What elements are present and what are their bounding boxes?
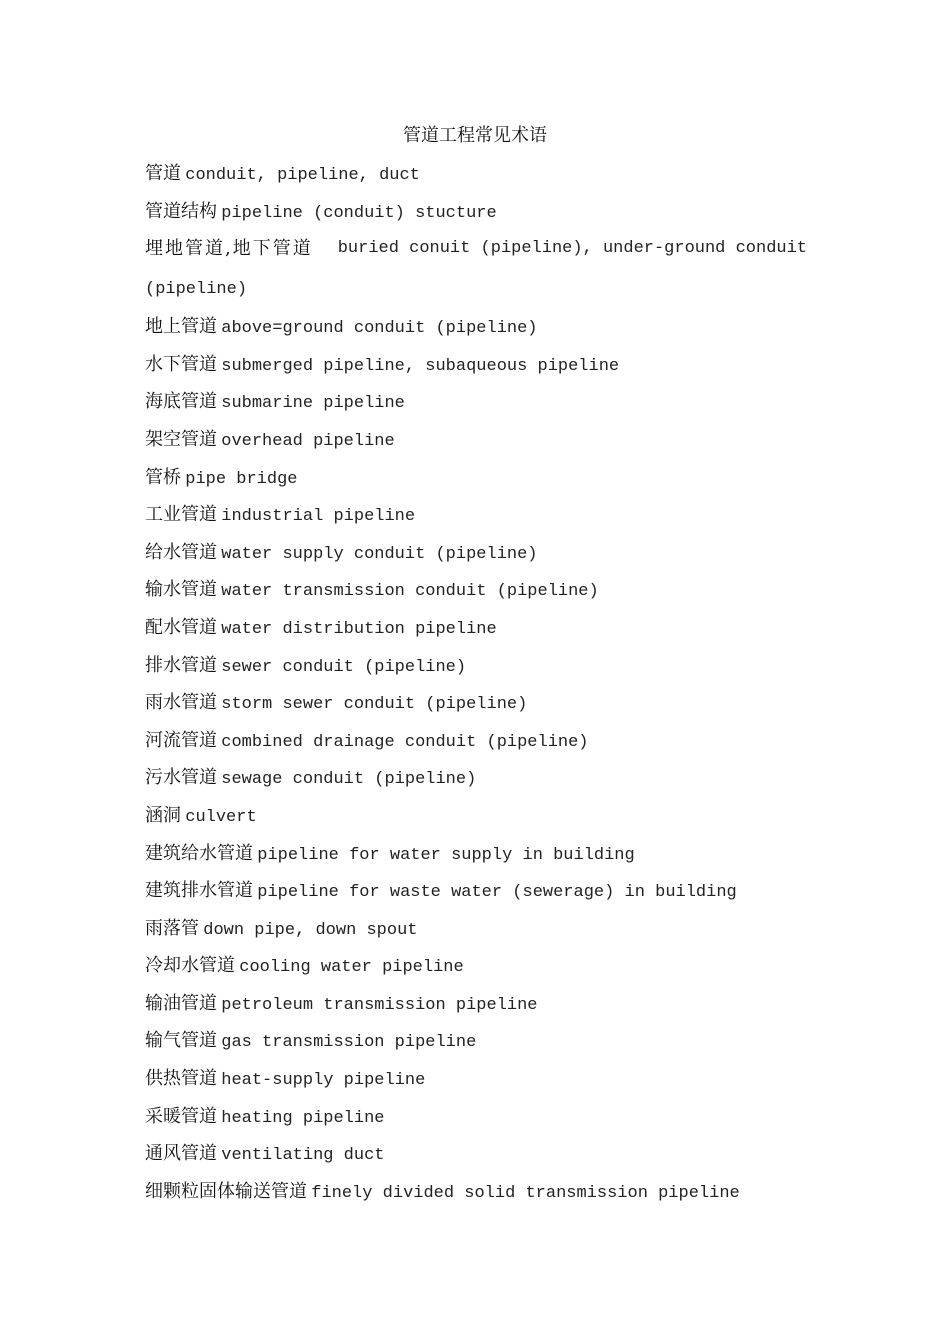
term-chinese: 地上管道 (145, 316, 217, 338)
term-english: pipeline for waste water (sewerage) in building (257, 883, 737, 903)
term-english: petroleum transmission pipeline (221, 995, 538, 1015)
term-chinese: 输水管道 (145, 579, 217, 601)
term-chinese: 河流管道 (145, 729, 217, 751)
list-item (145, 842, 810, 880)
term-chinese: 输油管道 (145, 992, 217, 1014)
term-english: sewer conduit (pipeline) (221, 657, 467, 677)
list-item (145, 691, 810, 729)
list-item (145, 1105, 810, 1143)
list-item (145, 766, 810, 804)
term-chinese: 污水管道 (145, 767, 217, 789)
term-chinese: 管道结构 (145, 200, 217, 222)
term-english: down pipe, down spout (203, 920, 418, 940)
term-chinese: 雨落管 (145, 917, 199, 939)
term-english: sewage conduit (pipeline) (221, 770, 477, 790)
list-item (145, 200, 810, 238)
term-list (145, 162, 810, 1217)
list-item (145, 428, 810, 466)
term-english: buried conuit (pipeline), under-ground conduit (337, 239, 807, 259)
list-item (145, 353, 810, 391)
list-item (145, 879, 810, 917)
list-item (145, 954, 810, 992)
term-chinese: 配水管道 (145, 616, 217, 638)
term-chinese: 细颗粒固体输送管道 (145, 1180, 307, 1202)
term-english: overhead pipeline (221, 431, 395, 451)
list-item (145, 616, 810, 654)
term-english: combined drainage conduit (pipeline) (221, 732, 589, 752)
term-chinese: 工业管道 (145, 504, 217, 526)
term-chinese: 采暖管道 (145, 1105, 217, 1127)
list-item (145, 654, 810, 692)
term-english: gas transmission pipeline (221, 1033, 477, 1053)
term-english: submarine pipeline (221, 394, 405, 414)
list-item (145, 804, 810, 842)
list-item (145, 162, 810, 200)
term-english: culvert (185, 807, 257, 827)
list-item (145, 466, 810, 504)
term-chinese: 海底管道 (145, 391, 217, 413)
list-item (145, 390, 810, 428)
term-english: industrial pipeline (221, 507, 416, 527)
term-chinese: 建筑排水管道 (145, 880, 253, 902)
term-english: above=ground conduit (pipeline) (221, 319, 538, 339)
term-chinese: 排水管道 (145, 654, 217, 676)
list-item (145, 503, 810, 541)
term-chinese: 埋地管道,地下管道 (145, 238, 313, 260)
term-chinese: 通风管道 (145, 1143, 217, 1165)
list-item (145, 1067, 810, 1105)
term-english-continued: (pipeline) (145, 280, 248, 300)
term-english: storm sewer conduit (pipeline) (221, 695, 528, 715)
term-english: finely divided solid transmission pipeline (311, 1183, 740, 1203)
term-english: heating pipeline (221, 1108, 385, 1128)
term-english: water supply conduit (pipeline) (221, 544, 538, 564)
term-chinese: 冷却水管道 (145, 955, 235, 977)
term-chinese: 雨水管道 (145, 692, 217, 714)
term-english: pipe bridge (185, 469, 298, 489)
term-english: ventilating duct (221, 1146, 385, 1166)
list-item (145, 1180, 810, 1218)
term-english: cooling water pipeline (239, 958, 464, 978)
term-english: heat-supply pipeline (221, 1071, 426, 1091)
term-chinese: 供热管道 (145, 1068, 217, 1090)
term-chinese: 给水管道 (145, 541, 217, 563)
term-chinese: 水下管道 (145, 353, 217, 375)
term-chinese: 建筑给水管道 (145, 842, 253, 864)
term-english: water transmission conduit (pipeline) (221, 582, 599, 602)
list-item (145, 315, 810, 353)
list-item (145, 917, 810, 955)
term-english: pipeline for water supply in building (257, 845, 635, 865)
term-chinese: 涵洞 (145, 804, 181, 826)
list-item (145, 992, 810, 1030)
term-chinese: 输气管道 (145, 1030, 217, 1052)
list-item (145, 541, 810, 579)
list-item (145, 1142, 810, 1180)
term-english: water distribution pipeline (221, 619, 497, 639)
term-english: conduit, pipeline, duct (185, 166, 420, 185)
list-item (145, 729, 810, 767)
term-english: submerged pipeline, subaqueous pipeline (221, 356, 620, 376)
term-chinese: 管道 (145, 163, 181, 184)
list-item (145, 237, 810, 315)
term-chinese: 管桥 (145, 466, 181, 488)
term-english: pipeline (conduit) stucture (221, 203, 497, 223)
term-chinese: 架空管道 (145, 428, 217, 450)
list-item (145, 1029, 810, 1067)
page-title: 管道工程常见术语 (403, 125, 547, 146)
list-item (145, 578, 810, 616)
term-line (145, 237, 807, 261)
